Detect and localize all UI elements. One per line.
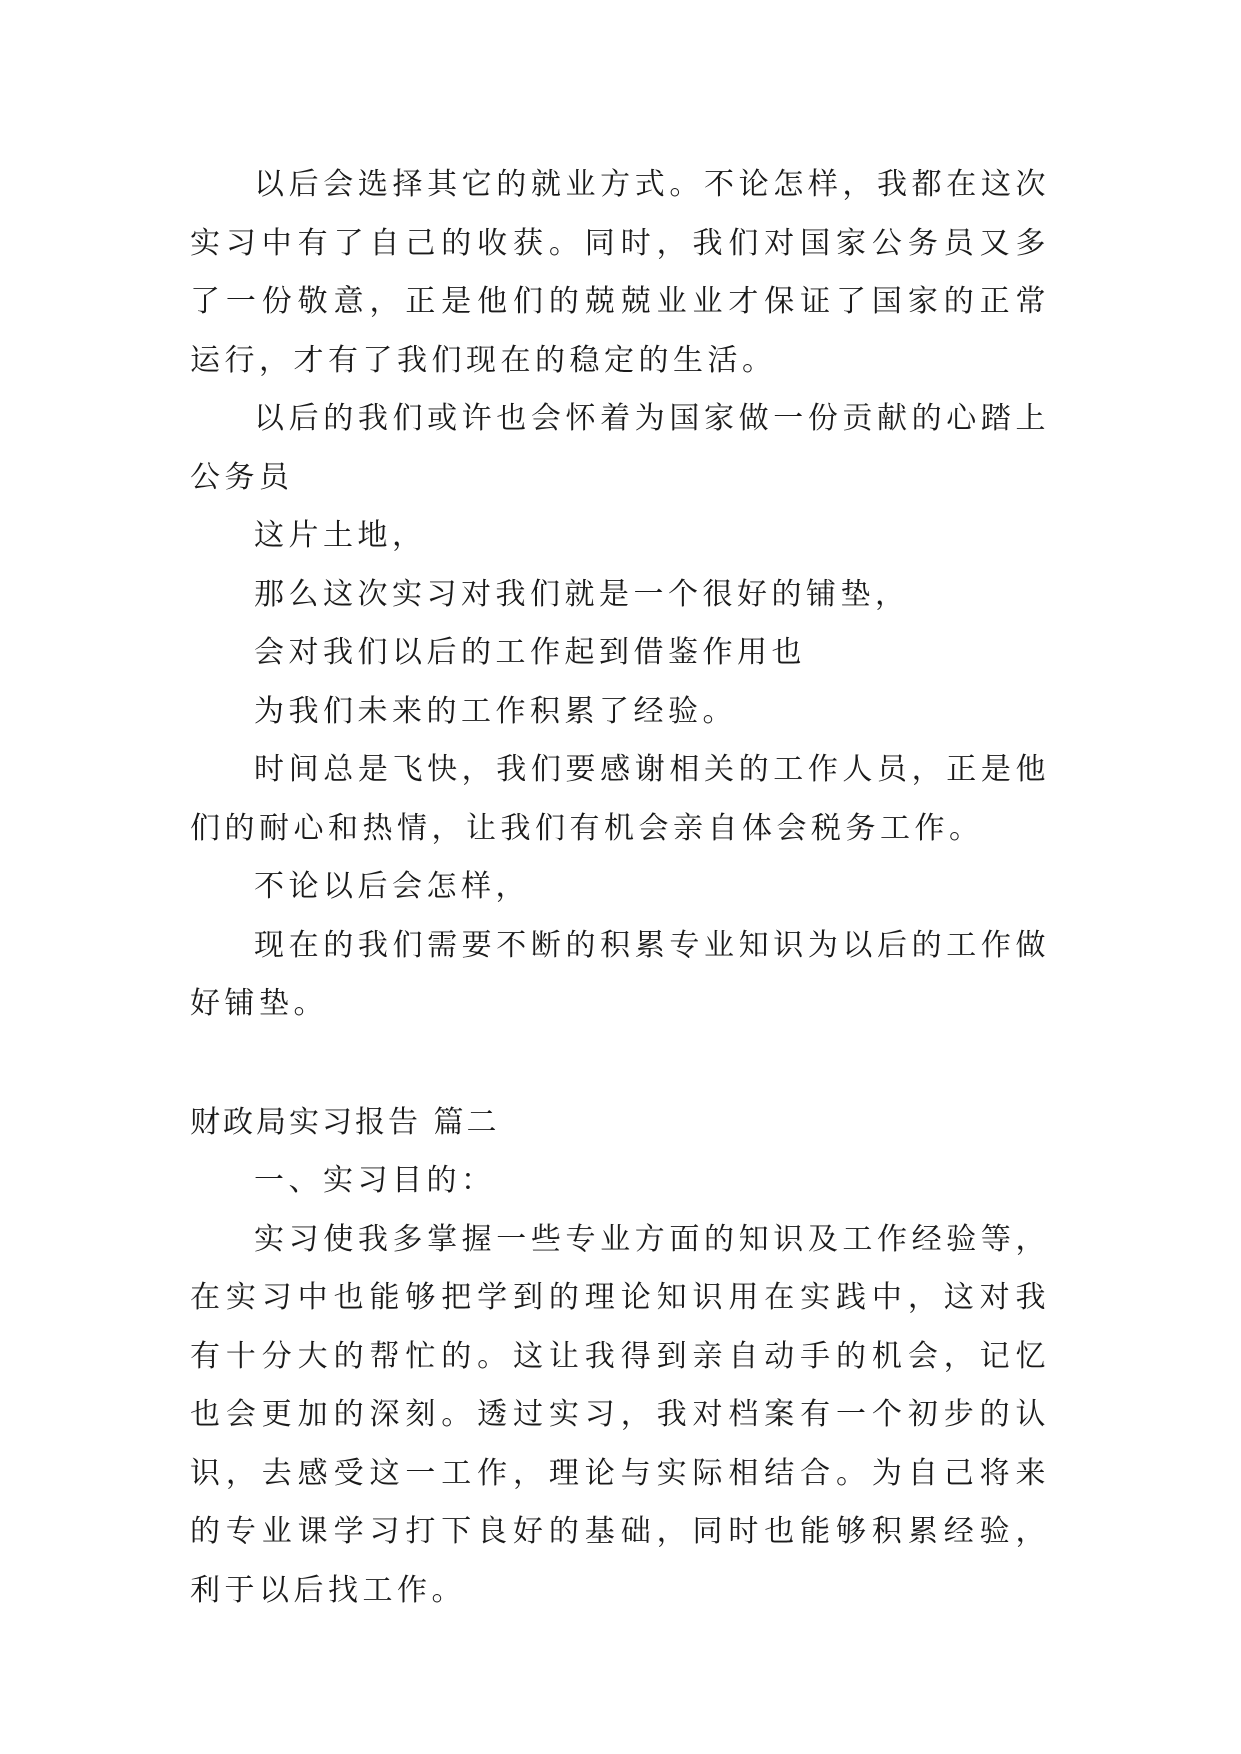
paragraph: 不论以后会怎样， <box>254 869 530 904</box>
paragraph: 那么这次实习对我们就是一个很好的铺垫， <box>254 576 910 612</box>
paragraph: 现在的我们需要不断的积累专业知识为以后的工作做好铺垫。 <box>190 927 1050 1021</box>
paragraph: 时间总是飞快，我们要感谢相关的工作人员，正是他们的耐心和热情，让我们有机会亲自体会税务工作。 <box>190 752 1050 846</box>
subheading: 一、实习目的： <box>254 1163 496 1198</box>
document-body <box>190 156 1050 1620</box>
paragraph: 以后会选择其它的就业方式。不论怎样，我都在这次实习中有了自己的收获。同时，我们对国家公务员又多了一份敬意，正是他们的兢兢业业才保证了国家的正常运行，才有了我们现在的稳定的生活。 <box>190 167 1050 378</box>
section-heading: 财政局实习报告 篇二 <box>190 1104 500 1140</box>
paragraph: 实习使我多掌握一些专业方面的知识及工作经验等，在实习中也能够把学到的理论知识用在实践中，这对我有十分大的帮忙的。这让我得到亲自动手的机会，记忆也会更加的深刻。透过实习，我对档案有一个初步的认识，去感受这一工作，理论与实际相结合。为自己将来的专业课学习打下良好的基础，同时也能够积累经验，利于以后找工作。 <box>190 1221 1050 1608</box>
paragraph: 会对我们以后的工作起到借鉴作用也 <box>254 635 806 670</box>
paragraph: 以后的我们或许也会怀着为国家做一份贡献的心踏上公务员 <box>190 401 1050 495</box>
section-spacer <box>190 1034 1050 1094</box>
paragraph: 这片土地， <box>254 518 427 553</box>
paragraph: 为我们未来的工作积累了经验。 <box>254 693 737 729</box>
